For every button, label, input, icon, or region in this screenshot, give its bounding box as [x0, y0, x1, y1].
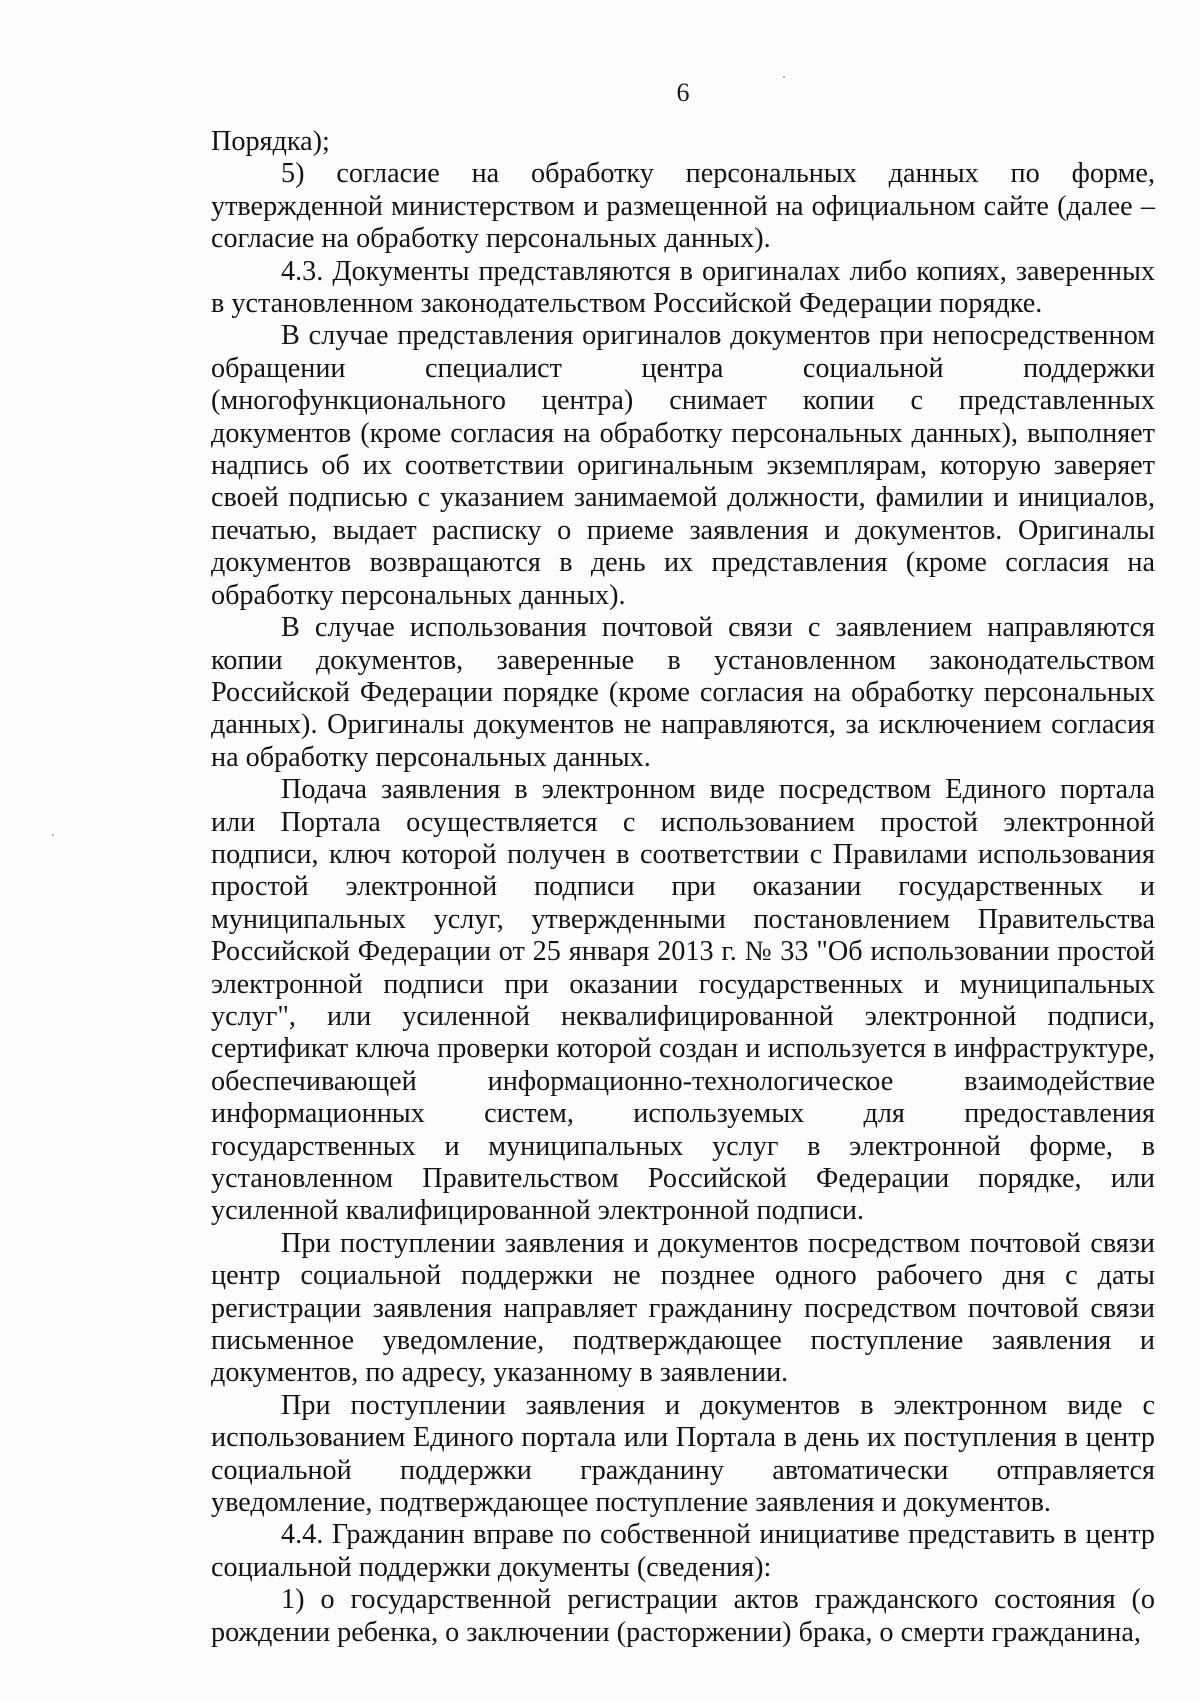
paragraph-5: В случае использования почтовой связи с заявлением направляются копии документов, заверенные в установленном законодательством Российской Федерации порядке (кроме согласия на обработку персональных данных). Оригиналы документов не направляются, за исключением согласия на обработку персональных данных.	[211, 612, 1155, 773]
paragraph-3: 4.3. Документы представляются в оригиналах либо копиях, заверенных в установленном законодательством Российской Федерации порядке.	[211, 255, 1155, 320]
paragraph-6: Подача заявления в электронном виде посредством Единого портала или Портала осуществляется с использованием простой электронной подписи, ключ которой получен в соответствии с Правилами использования простой электронной подписи при оказании государственных и муниципальных услуг, утвержденными постановлением Правительства Российской Федерации от 25 января 2013 г. № 33 "Об использовании простой электронной подписи при оказании государственных и муниципальных услуг", или усиленной неквалифицированной электронной подписи, сертификат ключа проверки которой создан и используется в инфраструктуре, обеспечивающей информационно-технологическое взаимодействие информационных систем, используемых для предоставления государственных и муниципальных услуг в электронной форме, в установленном Правительством Российской Федерации порядке, или усиленной квалифицированной электронной подписи.	[211, 774, 1155, 1227]
scan-speck	[52, 834, 54, 836]
scan-speck	[783, 76, 785, 78]
paragraph-10: 1) о государственной регистрации актов гражданского состояния (о рождении ребенка, о заключении (расторжении) брака, о смерти гражданина,	[211, 1584, 1155, 1648]
page-number: 6	[676, 78, 690, 107]
document-body	[211, 126, 1155, 1649]
paragraph-9: 4.4. Гражданин вправе по собственной инициативе представить в центр социальной поддержки документы (сведения):	[211, 1519, 1155, 1583]
paragraph-4: В случае представления оригиналов документов при непосредственном обращении специалист центра социальной поддержки (многофункционального центра) снимает копии с представленных документов (кроме согласия на обработку персональных данных), выполняет надпись об их соответствии оригинальным экземплярам, которую заверяет своей подписью с указанием занимаемой должности, фамилии и инициалов, печатью, выдает расписку о приеме заявления и документов. Оригиналы документов возвращаются в день их представления (кроме согласия на обработку персональных данных).	[211, 320, 1155, 611]
paragraph-1: Порядка);	[211, 126, 330, 157]
paragraph-7: При поступлении заявления и документов посредством почтовой связи центр социальной поддержки не позднее одного рабочего дня с даты регистрации заявления направляет гражданину посредством почтовой связи письменное уведомление, подтверждающее поступление заявления и документов, по адресу, указанному в заявлении.	[211, 1227, 1155, 1389]
paragraph-8: При поступлении заявления и документов в электронном виде с использованием Единого портала или Портала в день их поступления в центр социальной поддержки гражданину автоматически отправляется уведомление, подтверждающее поступление заявления и документов.	[211, 1389, 1155, 1519]
paragraph-2: 5) согласие на обработку персональных данных по форме, утвержденной министерством и размещенной на официальном сайте (далее – согласие на обработку персональных данных).	[211, 158, 1155, 255]
